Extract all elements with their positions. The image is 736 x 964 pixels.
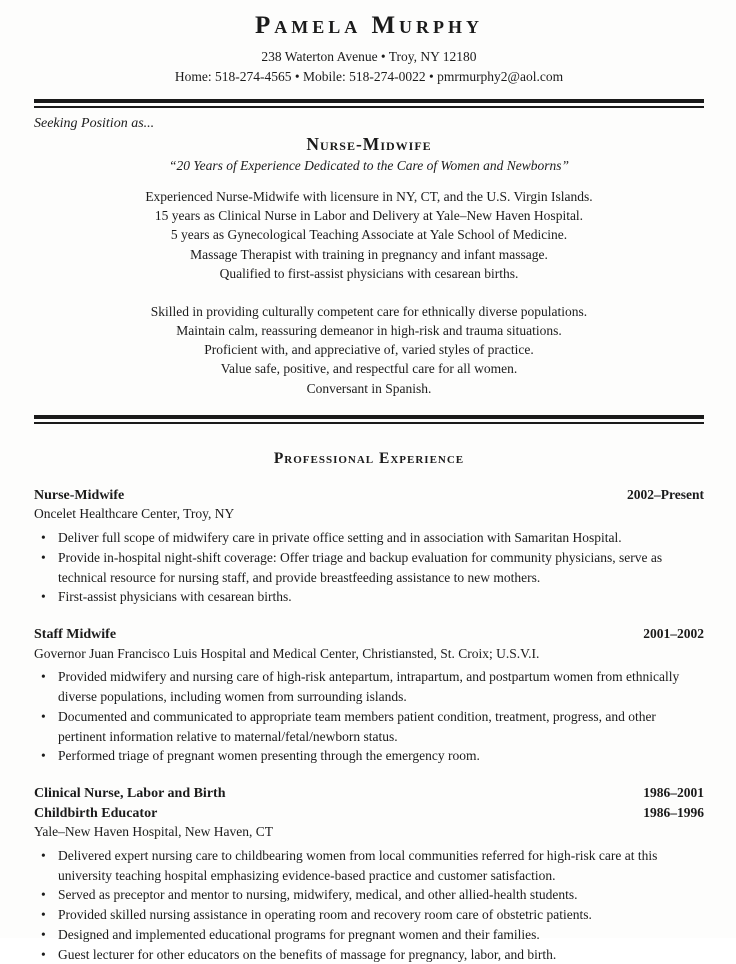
job-dates: 2001–2002 <box>643 625 704 641</box>
job-title: Nurse-Midwife <box>34 487 125 503</box>
summary-line: Maintain calm, reassuring demeanor in high-risk and trauma situations. <box>176 323 562 339</box>
job-bullet-list <box>34 846 704 964</box>
summary-line: Skilled in providing culturally competent care for ethnically diverse populations. <box>150 303 588 319</box>
summary-line: Qualified to first-assist physicians with cesarean births. <box>219 265 519 281</box>
experience-section <box>34 450 704 964</box>
summary-line: Value safe, positive, and respectful care for all women. <box>220 361 518 377</box>
summary-block-gap <box>34 283 704 302</box>
job-title: Clinical Nurse, Labor and Birth <box>34 785 226 801</box>
contact-line: Home: 518-274-4565 • Mobile: 518-274-0022 • pmrmurphy2@aol.com <box>174 68 564 84</box>
bullet-item: • Provided midwifery and nursing care of high-risk antepartum, intrapartum, and postpartum women from ethnically diverse populations, including women from surrounding islands. <box>34 667 704 706</box>
summary-line: Experienced Nurse-Midwife with licensure in NY, CT, and the U.S. Virgin Islands. <box>145 189 593 205</box>
bullet-item: • Provide in-hospital night-shift coverage: Offer triage and backup evaluation for community physicians, serve as technical resource for nursing staff, and provide breastfeeding assistance to new mothers. <box>34 548 704 587</box>
job <box>34 625 704 766</box>
summary-section <box>34 187 704 398</box>
job-dates: 1986–1996 <box>643 804 704 820</box>
section-heading-professional-experience: Professional Experience <box>273 449 465 467</box>
job-title: Staff Midwife <box>34 626 117 642</box>
tagline: “20 Years of Experience Dedicated to the Care of Women and Newborns” <box>168 158 570 174</box>
candidate-name: Pamela Murphy <box>254 12 484 39</box>
job-title: Childbirth Educator <box>34 805 158 821</box>
seeking-line: Seeking Position as... <box>34 116 155 132</box>
resume-header <box>34 12 704 86</box>
bullet-item: • First-assist physicians with cesarean births. <box>34 587 704 607</box>
bullet-item: • Provided skilled nursing assistance in operating room and recovery room care of obstetric patients. <box>34 905 704 925</box>
address-line: 238 Waterton Avenue • Troy, NY 12180 <box>261 49 477 64</box>
job-title-row <box>34 486 704 506</box>
job-title-row <box>34 784 704 804</box>
divider-top <box>34 99 704 108</box>
job-company: Governor Juan Francisco Luis Hospital and Medical Center, Christiansted, St. Croix; U.S.V.I. <box>34 645 540 661</box>
bullet-item: • Guest lecturer for other educators on the benefits of massage for pregnancy, labor, and birth. <box>34 945 704 964</box>
job-company: Oncelet Healthcare Center, Troy, NY <box>34 506 235 522</box>
job-bullet-list <box>34 667 704 766</box>
summary-line: 15 years as Clinical Nurse in Labor and Delivery at Yale–New Haven Hospital. <box>154 208 584 224</box>
job <box>34 784 704 964</box>
job <box>34 486 704 607</box>
bullet-item: • Served as preceptor and mentor to nursing, midwifery, medical, and other allied-health students. <box>34 885 704 905</box>
bullet-item: • Performed triage of pregnant women presenting through the emergency room. <box>34 746 704 766</box>
summary-line: Proficient with, and appreciative of, varied styles of practice. <box>204 342 534 358</box>
target-job-title: Nurse-Midwife <box>306 134 432 155</box>
bullet-item: • Designed and implemented educational programs for pregnant women and their families. <box>34 925 704 945</box>
summary-line: 5 years as Gynecological Teaching Associate at Yale School of Medicine. <box>170 227 568 243</box>
job-dates: 1986–2001 <box>643 784 704 800</box>
bullet-item: • Deliver full scope of midwifery care in private office setting and in association with Samaritan Hospital. <box>34 528 704 548</box>
job-title-row <box>34 625 704 645</box>
objective-section <box>34 116 704 174</box>
bullet-item: • Documented and communicated to appropriate team members patient condition, treatment, progress, and other pertinent information relative to maternal/fetal/newborn status. <box>34 707 704 746</box>
job-company: Yale–New Haven Hospital, New Haven, CT <box>34 824 273 840</box>
job-dates: 2002–Present <box>627 486 704 502</box>
summary-line: Massage Therapist with training in pregnancy and infant massage. <box>190 246 548 262</box>
job-bullet-list <box>34 528 704 607</box>
job-title-row <box>34 804 704 824</box>
divider-middle <box>34 415 704 424</box>
summary-line: Conversant in Spanish. <box>306 380 432 396</box>
bullet-item: • Delivered expert nursing care to childbearing women from local communities referred for high-risk care at this university teaching hospital emphasizing evidence-based practice and customer satisfaction. <box>34 846 704 885</box>
